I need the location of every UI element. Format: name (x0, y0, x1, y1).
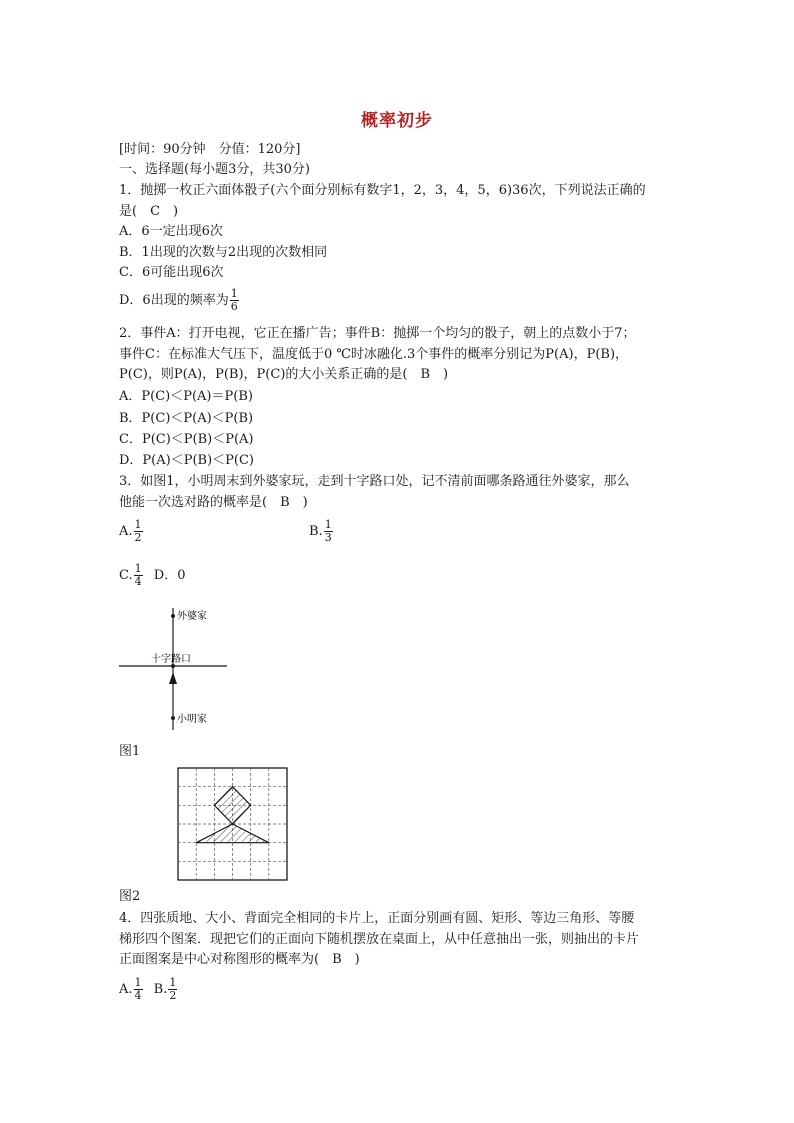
q3-option-b (309, 519, 334, 544)
q2-option-c: C．P(C)＜P(B)＜P(A) (119, 432, 254, 447)
fraction (134, 977, 143, 1002)
fraction (134, 519, 143, 544)
fraction-denominator: 2 (169, 989, 177, 1002)
q2-option-d: D．P(A)＜P(B)＜P(C) (119, 453, 254, 468)
fraction (230, 288, 239, 313)
q1-stem-line1: 1．抛掷一枚正六面体骰子(六个面分别标有数字1，2，3，4，5，6)36次，下列说法正确的 (119, 183, 646, 198)
fraction-numerator: 1 (324, 518, 332, 531)
q4-option-a-label: A. (119, 982, 133, 997)
fig1-mid-label: 十字路口 (151, 654, 191, 665)
q4-stem-line3: 正面图案是中心对称图形的概率为( B ) (119, 952, 360, 967)
q4-stem-line1: 4．四张质地、大小、背面完全相同的卡片上，正面分别画有圆、矩形、等边三角形、等腰 (119, 911, 635, 926)
exam-meta: [时间：90分钟 分值：120分] (119, 142, 301, 157)
fig1-bottom-label: 小明家 (177, 714, 207, 725)
fraction-denominator: 6 (230, 300, 238, 313)
q4-options (119, 977, 178, 1002)
fraction (134, 563, 143, 588)
q1-option-c: C．6可能出现6次 (119, 265, 224, 280)
fraction-numerator: 1 (230, 287, 238, 300)
section-heading: 一、选择题(每小题3分，共30分) (119, 162, 310, 177)
q1-stem-line2: 是( C ) (119, 204, 179, 219)
q3-stem-line1: 3．如图1，小明周末到外婆家玩，走到十字路口处，记不清前面哪条路通往外婆家，那么 (119, 474, 630, 489)
grandma-house-point (171, 614, 175, 618)
figure-2-grid (176, 766, 290, 884)
fraction-denominator: 2 (134, 531, 142, 544)
page-title: 概率初步 (361, 111, 433, 131)
q4-option-b-label: B. (153, 982, 168, 997)
fig2-caption: 图2 (119, 889, 141, 904)
q3-option-c-label: C. (119, 568, 133, 583)
q3-option-b-label: B. (309, 524, 323, 539)
q3-option-c-d (119, 563, 185, 588)
fraction-denominator: 4 (134, 989, 142, 1002)
fig1-caption: 图1 (119, 744, 141, 759)
q3-stem-line2: 他能一次选对路的概率是( B ) (119, 495, 308, 510)
q2-stem-line2: 事件C：在标准大气压下，温度低于0 ℃时冰融化.3个事件的概率分别记为P(A)，P(B)， (119, 347, 629, 362)
figure-1-crossroad (115, 600, 245, 735)
q3-option-a (119, 519, 144, 544)
hatched-triangle (196, 824, 269, 843)
fraction-numerator: 1 (134, 518, 142, 531)
q1-option-a: A．6一定出现6次 (119, 224, 223, 239)
arrow-up-icon (169, 672, 177, 684)
fraction-numerator: 1 (134, 562, 142, 575)
q2-stem-line1: 2．事件A：打开电视，它正在播广告；事件B：抛掷一个均匀的骰子，朝上的点数小于7； (119, 326, 636, 341)
hatched-diamond (214, 787, 250, 824)
q2-option-a: A．P(C)＜P(A)＝P(B) (119, 389, 253, 404)
fraction (168, 977, 177, 1002)
q4-stem-line2: 梯形四个图案．现把它们的正面向下随机摆放在桌面上，从中任意抽出一张，则抽出的卡片 (119, 932, 640, 947)
q2-stem-line3: P(C)，则P(A)，P(B)，P(C)的大小关系正确的是( B ) (119, 367, 449, 382)
home-point (171, 716, 175, 720)
fraction (324, 519, 333, 544)
q1-option-b: B．1出现的次数与2出现的次数相同 (119, 245, 328, 260)
fig1-top-label: 外婆家 (177, 611, 207, 622)
fraction-numerator: 1 (169, 976, 177, 989)
q1-option-d-text: D．6出现的频率为 (119, 293, 229, 308)
q2-option-b: B．P(C)＜P(A)＜P(B) (119, 411, 254, 426)
fraction-denominator: 3 (324, 531, 332, 544)
q3-option-a-label: A. (119, 524, 133, 539)
q1-option-d (119, 288, 240, 313)
fraction-denominator: 4 (134, 575, 142, 588)
q3-option-d: D．0 (153, 568, 186, 583)
fraction-numerator: 1 (134, 976, 142, 989)
